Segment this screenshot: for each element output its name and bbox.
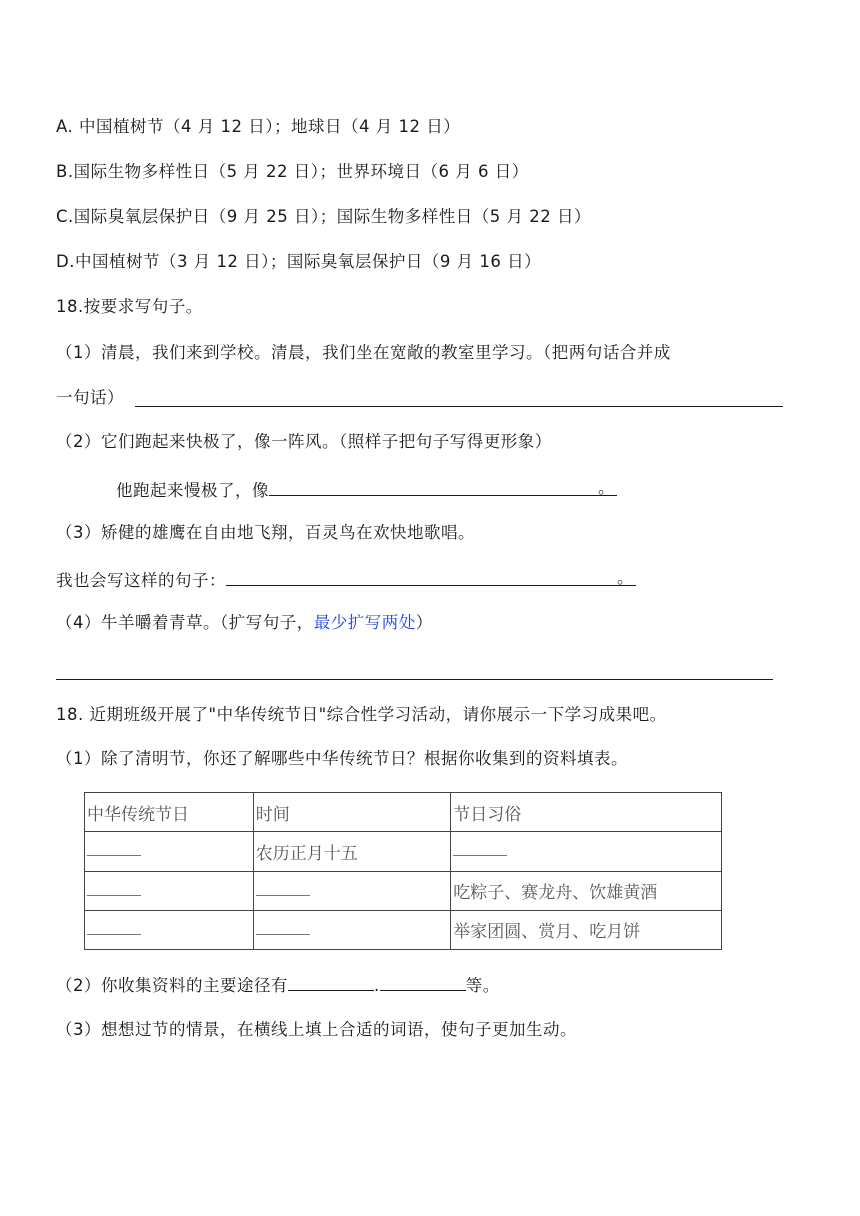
q18-part4-prefix: （4）牛羊嚼着青草。（扩写句子， <box>56 613 314 632</box>
q18-part4-suffix: ） <box>415 613 433 632</box>
table-row <box>85 910 722 949</box>
q18-part1-line2: 一句话） <box>56 388 124 407</box>
option-d: D.中国植树节（3 月 12 日）；国际臭氧层保护日（9 月 16 日） <box>56 252 542 271</box>
table-cell-blank[interactable] <box>451 832 722 871</box>
q18-part3-answer-line[interactable] <box>226 567 636 586</box>
q18b-part2-blank-1[interactable] <box>288 974 374 991</box>
question-18b-title: 18. 近期班级开展了"中华传统节日"综合性学习活动，请你展示一下学习成果吧。 <box>56 705 667 724</box>
table-cell: 举家团圆、赏月、吃月饼 <box>451 910 722 949</box>
table-header: 节日习俗 <box>451 793 722 832</box>
q18-part3-line2 <box>56 567 636 592</box>
q18b-part3: （3）想想过节的情景，在横线上填上合适的词语，使句子更加生动。 <box>56 1020 577 1039</box>
q18-part3-prompt: 我也会写这样的句子： <box>56 571 226 590</box>
option-c: C.国际臭氧层保护日（9 月 25 日）；国际生物多样性日（5 月 22 日） <box>56 207 591 226</box>
question-18-title: 18.按要求写句子。 <box>56 297 203 316</box>
table-cell: 农历正月十五 <box>253 832 451 871</box>
q18b-part1: （1）除了清明节，你还了解哪些中华传统节日？根据你收集到的资料填表。 <box>56 749 628 768</box>
q18b-part2-separator: . <box>374 976 380 995</box>
table-cell-blank[interactable] <box>85 910 254 949</box>
option-b: B.国际生物多样性日（5 月 22 日）；世界环境日（6 月 6 日） <box>56 162 529 181</box>
q18b-part2-suffix: 等。 <box>465 976 500 995</box>
table-cell-blank[interactable] <box>85 832 254 871</box>
option-a: A. 中国植树节（4 月 12 日）；地球日（4 月 12 日） <box>56 117 461 136</box>
q18-part2-period: 。 <box>598 478 615 497</box>
q18-part4-hint: 最少扩写两处 <box>313 613 416 632</box>
q18-part3-line1: （3）矫健的雄鹰在自由地飞翔，百灵鸟在欢快地歌唱。 <box>56 523 475 542</box>
q18-part2-answer-line[interactable] <box>269 477 617 496</box>
q18-part2-line1: （2）它们跑起来快极了，像一阵风。（照样子把句子写得更形象） <box>56 432 552 451</box>
table-header-row <box>85 793 722 832</box>
table-row <box>85 871 722 910</box>
table-header: 时间 <box>253 793 451 832</box>
q18-part2-line2 <box>116 477 617 502</box>
table-row <box>85 832 722 871</box>
table-cell: 吃粽子、赛龙舟、饮雄黄酒 <box>451 871 722 910</box>
table-cell-blank[interactable] <box>85 871 254 910</box>
q18b-part2-prefix: （2）你收集资料的主要途径有 <box>56 976 288 995</box>
festival-table <box>84 792 722 950</box>
table-cell-blank[interactable] <box>253 871 451 910</box>
q18-part4-answer-line[interactable] <box>56 679 773 680</box>
q18b-part2-blank-2[interactable] <box>380 974 466 991</box>
q18-part1-line1: （1）清晨，我们来到学校。清晨，我们坐在宽敞的教室里学习。（把两句话合并成 <box>56 343 671 362</box>
table-cell-blank[interactable] <box>253 910 451 949</box>
q18-part2-prompt: 他跑起来慢极了，像 <box>116 481 269 500</box>
table-header: 中华传统节日 <box>85 793 254 832</box>
q18-part3-period: 。 <box>617 568 634 587</box>
q18-part1-answer-line[interactable] <box>135 406 783 407</box>
q18-part4-line <box>56 612 433 634</box>
q18b-part2 <box>56 974 500 997</box>
